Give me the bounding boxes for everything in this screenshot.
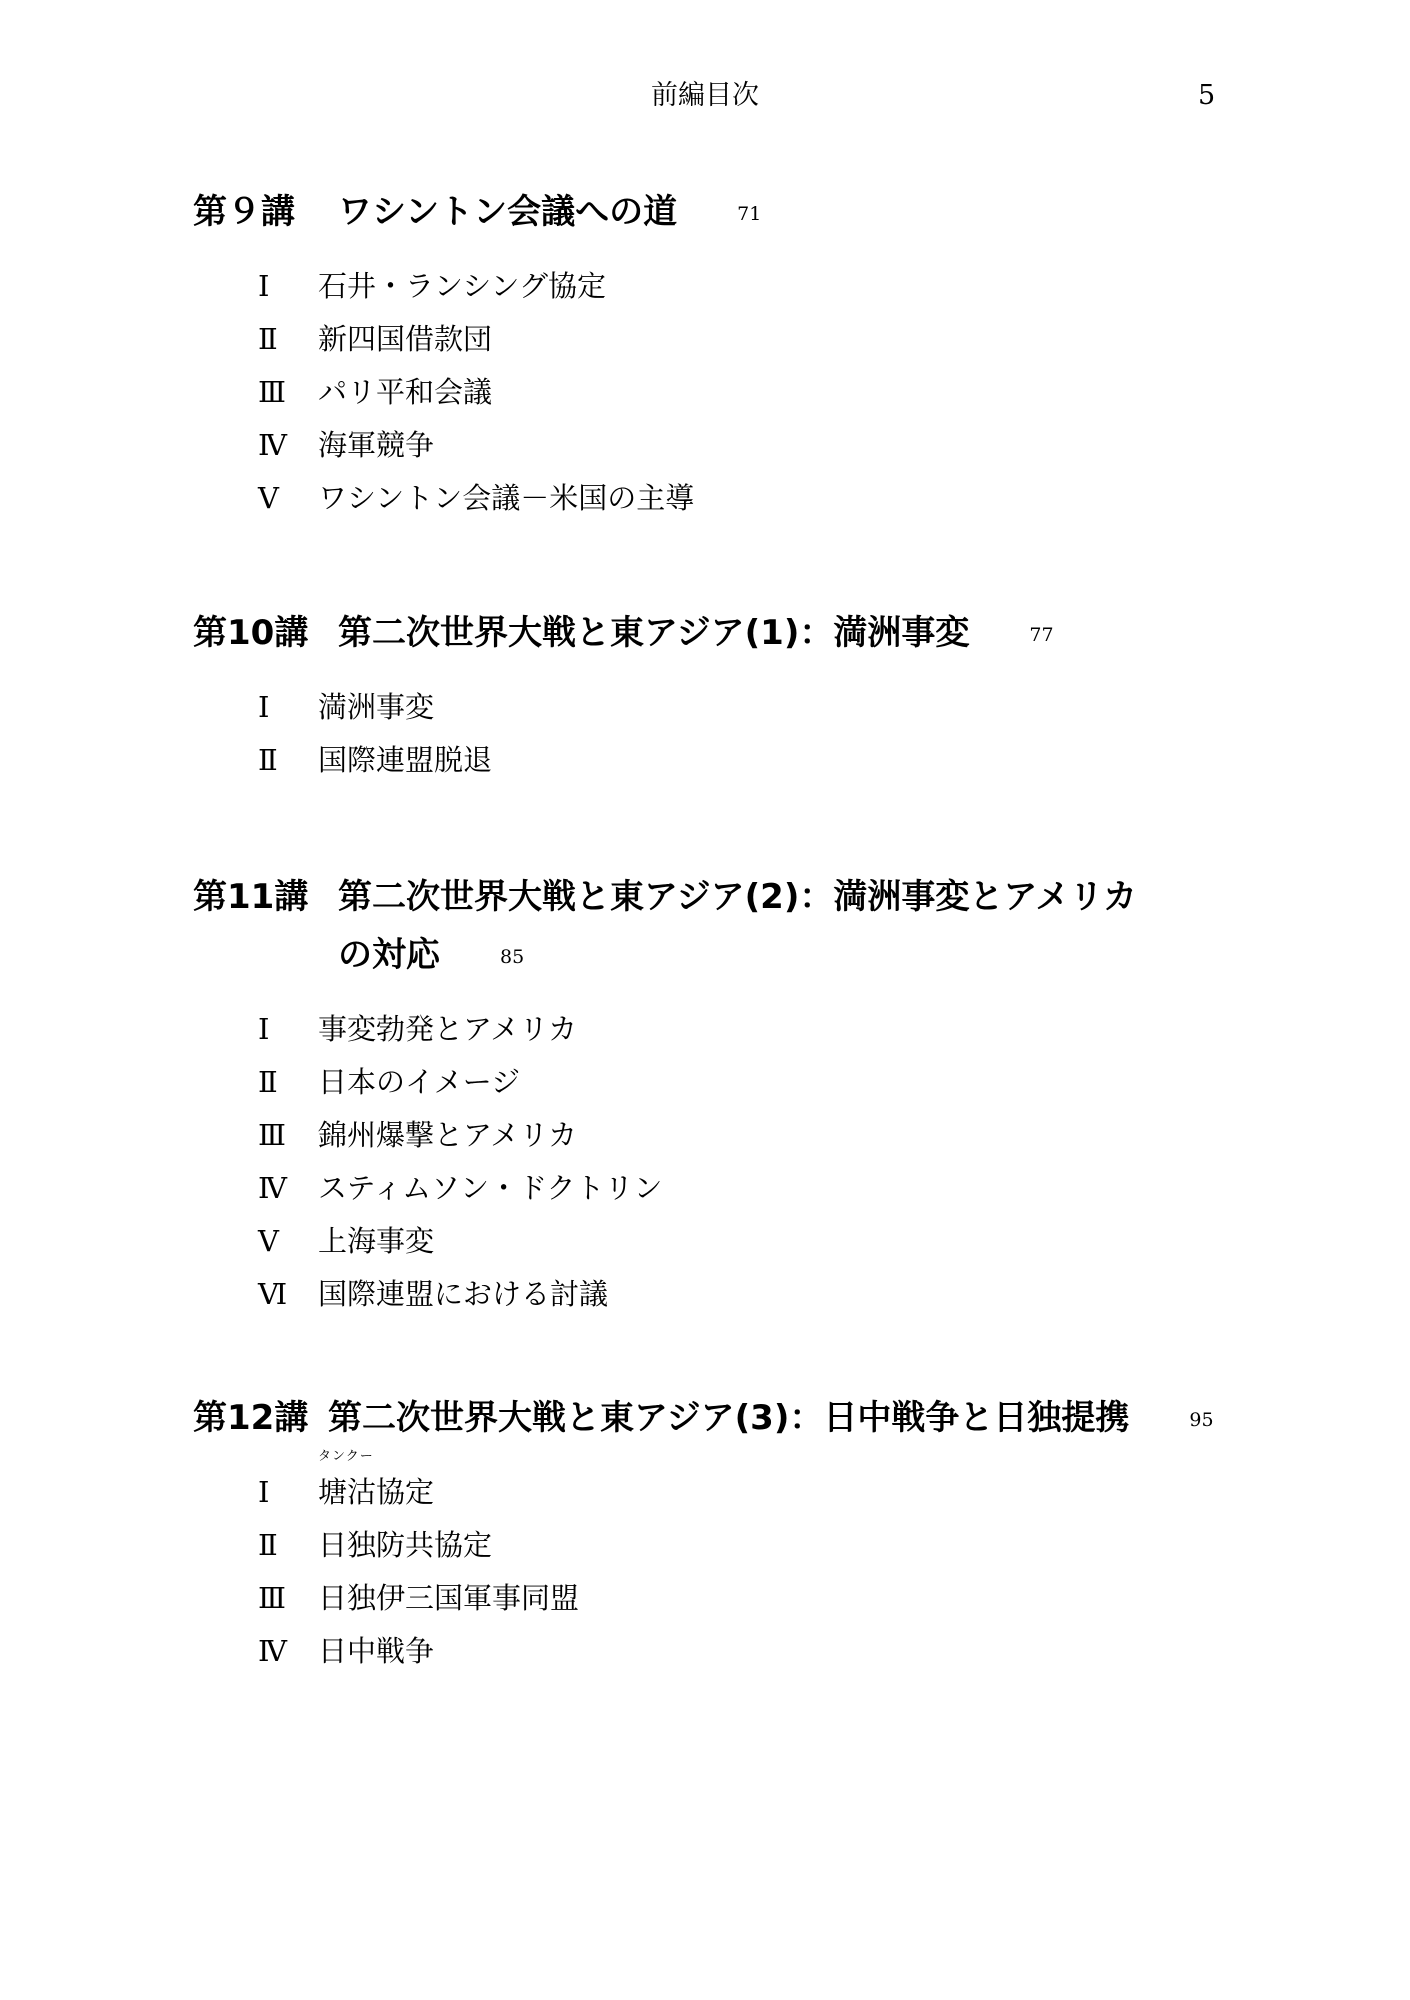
lecture-title: 第二次世界大戦と東アジア(3)：日中戦争と日独提携 95 xyxy=(328,1398,1214,1438)
section-item xyxy=(193,366,1223,419)
section-item xyxy=(193,681,1223,734)
section-item xyxy=(193,1215,1223,1268)
lecture-10 xyxy=(193,604,1223,803)
section-number: Ⅰ xyxy=(258,690,270,724)
section-number: Ⅵ xyxy=(258,1277,288,1311)
section-item xyxy=(193,1056,1223,1109)
section-item xyxy=(193,1449,1223,1519)
section-number: Ⅱ xyxy=(258,743,278,777)
lecture-9 xyxy=(193,183,1223,541)
section-title: 日独伊三国軍事同盟 xyxy=(318,1581,580,1615)
section-item xyxy=(193,1572,1223,1625)
page-number: 5 xyxy=(1198,80,1216,111)
section-title: タンクー 塘沽協定 xyxy=(318,1449,435,1509)
lecture-title: 第二次世界大戦と東アジア(2)：満洲事変とアメリカ xyxy=(338,877,1137,917)
section-list xyxy=(193,681,1223,787)
section-item xyxy=(193,472,1223,525)
section-number: Ⅱ xyxy=(258,1528,278,1562)
lecture-heading xyxy=(193,604,1223,662)
section-item xyxy=(193,1003,1223,1056)
lecture-number: 第10講 xyxy=(193,613,309,653)
section-number: Ⅰ xyxy=(258,1012,270,1046)
section-title: 日中戦争 xyxy=(318,1634,435,1668)
section-number: Ⅲ xyxy=(258,375,286,409)
section-item xyxy=(193,313,1223,366)
section-number: Ⅴ xyxy=(258,1224,279,1258)
lecture-page-number: 95 xyxy=(1189,1409,1214,1431)
section-number: Ⅲ xyxy=(258,1118,286,1152)
section-title: スティムソン・ドクトリン xyxy=(318,1171,663,1205)
lecture-title: ワシントン会議への道 71 xyxy=(338,192,762,232)
section-title: 上海事変 xyxy=(318,1224,435,1258)
section-number: Ⅳ xyxy=(258,1634,287,1668)
section-title: 国際連盟脱退 xyxy=(318,743,493,777)
section-number: Ⅱ xyxy=(258,1065,278,1099)
section-number: Ⅴ xyxy=(258,481,279,515)
section-title: 海軍競争 xyxy=(318,428,435,462)
section-item xyxy=(193,419,1223,472)
lecture-page-number: 71 xyxy=(737,203,762,225)
section-number: Ⅱ xyxy=(258,322,278,356)
lecture-11 xyxy=(193,868,1223,1337)
section-item xyxy=(193,1268,1223,1321)
lecture-number: 第９講 xyxy=(193,192,295,232)
section-title: パリ平和会議 xyxy=(318,375,493,409)
section-item xyxy=(193,1625,1223,1678)
section-item xyxy=(193,1162,1223,1215)
section-number: Ⅲ xyxy=(258,1581,286,1615)
section-number: Ⅰ xyxy=(258,269,270,303)
lecture-heading xyxy=(193,868,1223,926)
section-number: Ⅳ xyxy=(258,1171,287,1205)
lecture-page-number: 77 xyxy=(1029,624,1054,646)
lecture-page-number: 85 xyxy=(500,946,525,968)
section-list xyxy=(193,260,1223,525)
section-item xyxy=(193,1109,1223,1162)
lecture-heading xyxy=(193,1389,1223,1447)
section-title: 新四国借款団 xyxy=(318,322,493,356)
section-title: 満洲事変 xyxy=(318,690,435,724)
section-number: Ⅳ xyxy=(258,428,287,462)
lecture-number: 第11講 xyxy=(193,877,309,917)
section-number: Ⅰ xyxy=(258,1475,270,1509)
ruby-reading: タンクー xyxy=(318,1449,374,1464)
section-list xyxy=(193,1003,1223,1321)
lecture-title: 第二次世界大戦と東アジア(1)：満洲事変 77 xyxy=(338,613,1054,653)
page-title: 前編目次 xyxy=(651,80,759,111)
section-item xyxy=(193,734,1223,787)
lecture-12 xyxy=(193,1389,1223,1694)
lecture-number: 第12講 xyxy=(193,1398,309,1438)
section-title: 錦州爆撃とアメリカ xyxy=(318,1118,577,1152)
section-title: 日本のイメージ xyxy=(318,1065,521,1099)
section-title: 日独防共協定 xyxy=(318,1528,493,1562)
section-item xyxy=(193,1519,1223,1572)
section-title: 事変勃発とアメリカ xyxy=(318,1012,577,1046)
section-item xyxy=(193,260,1223,313)
lecture-heading xyxy=(193,183,1223,241)
section-title: 国際連盟における討議 xyxy=(318,1277,609,1311)
page-header xyxy=(0,76,1410,116)
section-title: 石井・ランシング協定 xyxy=(318,269,606,303)
section-list xyxy=(193,1449,1223,1678)
lecture-title-continued: の対応 85 xyxy=(338,935,525,975)
section-title: ワシントン会議－米国の主導 xyxy=(318,481,695,515)
